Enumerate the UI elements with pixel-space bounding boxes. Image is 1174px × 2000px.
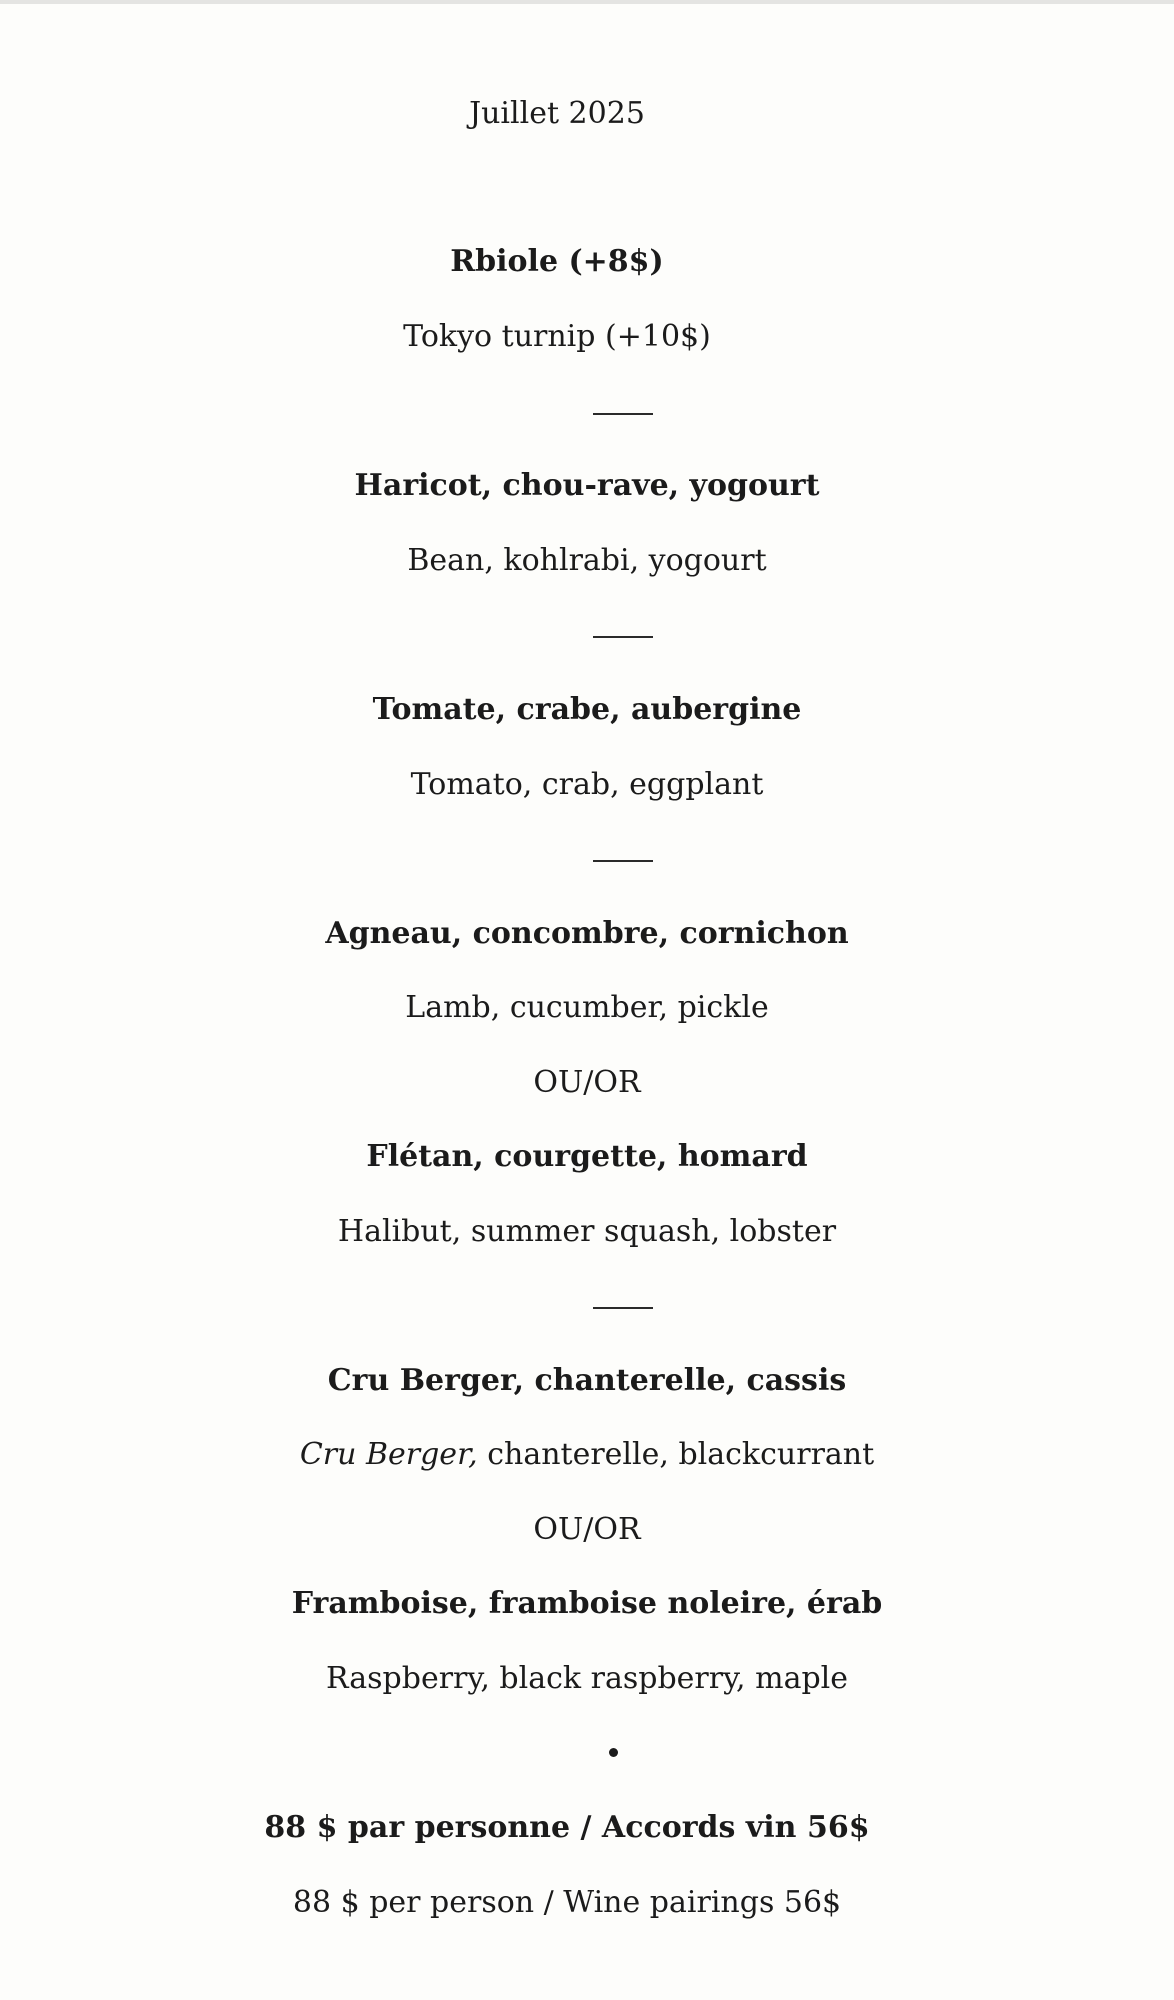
course-5-fr: Cru Berger, chanterelle, cassis [327,1363,847,1398]
supplement-rbiole: Rbiole (+8$) [450,244,664,279]
course-6-en: Raspberry, black raspberry, maple [325,1661,849,1696]
top-border [0,0,1174,4]
price-en: 88 $ per person / Wine pairings 56$ [292,1885,842,1920]
course-1-en: Bean, kohlrabi, yogourt [407,543,767,578]
course-5-en-italic: Cru Berger, [299,1437,478,1472]
course-4-fr: Flétan, courgette, homard [366,1139,808,1174]
course-5-en-rest: chanterelle, blackcurrant [477,1437,875,1472]
course-4-en: Halibut, summer squash, lobster [337,1214,837,1249]
or-label: OU/OR [533,1512,641,1547]
divider [593,413,653,415]
course-2-en: Tomato, crab, eggplant [410,767,764,802]
course-2-fr: Tomate, crabe, aubergine [372,692,802,727]
supplement-turnip: Tokyo turnip (+10$) [403,319,711,354]
course-3-fr: Agneau, concombre, cornichon [325,916,849,951]
course-6-fr: Framboise, framboise noleire, érab [291,1586,883,1621]
course-1-fr: Haricot, chou-rave, yogourt [354,468,820,503]
course-5-en [0,1435,1174,1475]
or-label: OU/OR [533,1065,641,1100]
price-fr: 88 $ par personne / Accords vin 56$ [264,1810,870,1845]
bullet-separator [609,1748,618,1757]
divider [593,860,653,862]
menu-date: Juillet 2025 [469,96,645,131]
course-3-en: Lamb, cucumber, pickle [405,990,769,1025]
divider [593,636,653,638]
divider [593,1307,653,1309]
